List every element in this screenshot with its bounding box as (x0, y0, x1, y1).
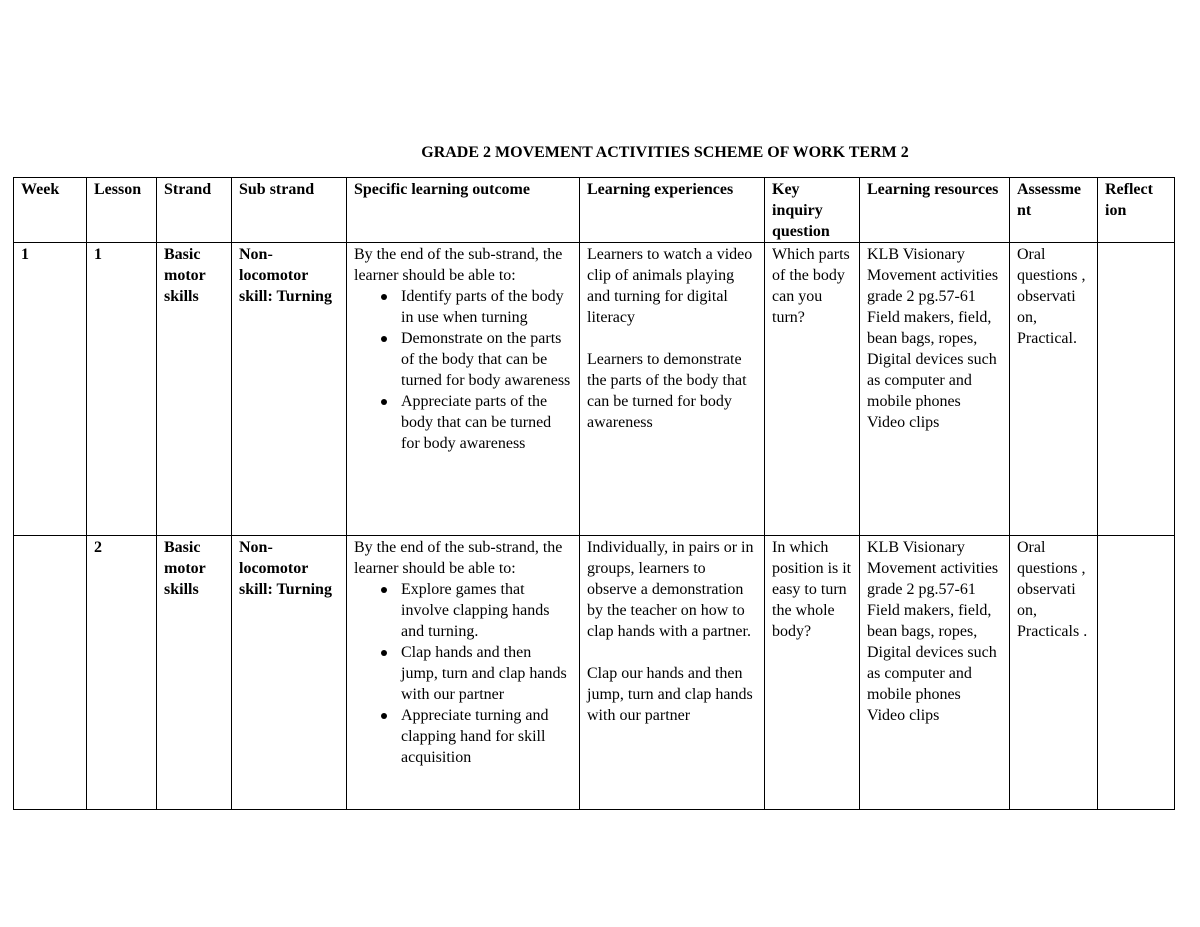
outcome-cell (347, 243, 580, 536)
resource-item: KLB Visionary Movement activities grade 2 pg.57-61 (867, 246, 999, 305)
experience-item: Learners to demonstrate the parts of the body that can be turned for body awareness (587, 351, 747, 431)
header-sub-strand: Sub strand (232, 178, 347, 243)
outcome-item: Explore games that involve clapping hands and turning. (401, 579, 572, 642)
header-reflection: Reflect ion (1098, 178, 1175, 243)
sub-strand-cell: Non-locomotor skill: Turning (232, 536, 347, 810)
header-week: Week (14, 178, 87, 243)
reflection-cell (1098, 536, 1175, 810)
scheme-of-work-table (13, 177, 1175, 810)
outcome-list (354, 579, 572, 768)
header-assessment: Assessme nt (1010, 178, 1098, 243)
experience-item: Learners to watch a video clip of animals playing and turning for digital literacy (587, 246, 753, 326)
header-learning-experiences: Learning experiences (580, 178, 765, 243)
resources-cell (860, 243, 1010, 536)
sub-strand-cell: Non-locomotor skill: Turning (232, 243, 347, 536)
outcome-item: Appreciate parts of the body that can be turned for body awareness (401, 391, 572, 454)
resource-item: Field makers, field, bean bags, ropes, (867, 309, 992, 347)
week-cell: 1 (14, 243, 87, 536)
table-row (14, 243, 1175, 536)
header-strand: Strand (157, 178, 232, 243)
table-row (14, 536, 1175, 810)
reflection-cell (1098, 243, 1175, 536)
header-key-inquiry-question: Key inquiry question (765, 178, 860, 243)
lesson-cell: 2 (87, 536, 157, 810)
outcome-list (354, 286, 572, 454)
strand-cell: Basic motor skills (157, 536, 232, 810)
assessment-cell: Oral questions , observati on, Practical. (1010, 243, 1098, 536)
header-row (14, 178, 1175, 243)
week-cell (14, 536, 87, 810)
resource-item: Digital devices such as computer and mobile phones (867, 644, 997, 703)
document-title: GRADE 2 MOVEMENT ACTIVITIES SCHEME OF WORK TERM 2 (421, 144, 909, 161)
inquiry-cell: In which position is it easy to turn the whole body? (765, 536, 860, 810)
outcome-item: Demonstrate on the parts of the body that can be turned for body awareness (401, 330, 571, 389)
resource-item: Digital devices such as computer and mobile phones (867, 351, 997, 410)
header-learning-resources: Learning resources (860, 178, 1010, 243)
strand-cell: Basic motor skills (157, 243, 232, 536)
outcome-item: Clap hands and then jump, turn and clap hands with our partner (401, 642, 572, 705)
experience-item: Clap our hands and then jump, turn and clap hands with our partner (587, 665, 753, 724)
experiences-cell (580, 536, 765, 810)
inquiry-cell: Which parts of the body can you turn? (765, 243, 860, 536)
outcome-intro: By the end of the sub-strand, the learner should be able to: (354, 246, 563, 284)
outcome-intro: By the end of the sub-strand, the learner should be able to: (354, 539, 563, 577)
assessment-cell: Oral questions , observati on, Practicals . (1010, 536, 1098, 810)
lesson-cell: 1 (87, 243, 157, 536)
experiences-cell (580, 243, 765, 536)
outcome-cell (347, 536, 580, 810)
resources-cell (860, 536, 1010, 810)
header-specific-learning-outcome: Specific learning outcome (347, 178, 580, 243)
outcome-item: Appreciate turning and clapping hand for skill acquisition (401, 705, 572, 768)
resource-item: KLB Visionary Movement activities grade 2 pg.57-61 (867, 539, 999, 598)
resource-item: Video clips (867, 707, 940, 724)
experience-item: Individually, in pairs or in groups, learners to observe a demonstration by the teacher on how to clap hands with a partner. (587, 539, 754, 640)
header-lesson: Lesson (87, 178, 157, 243)
resource-item: Field makers, field, bean bags, ropes, (867, 602, 992, 640)
outcome-item: Identify parts of the body in use when turning (401, 286, 572, 328)
resource-item: Video clips (867, 414, 940, 431)
